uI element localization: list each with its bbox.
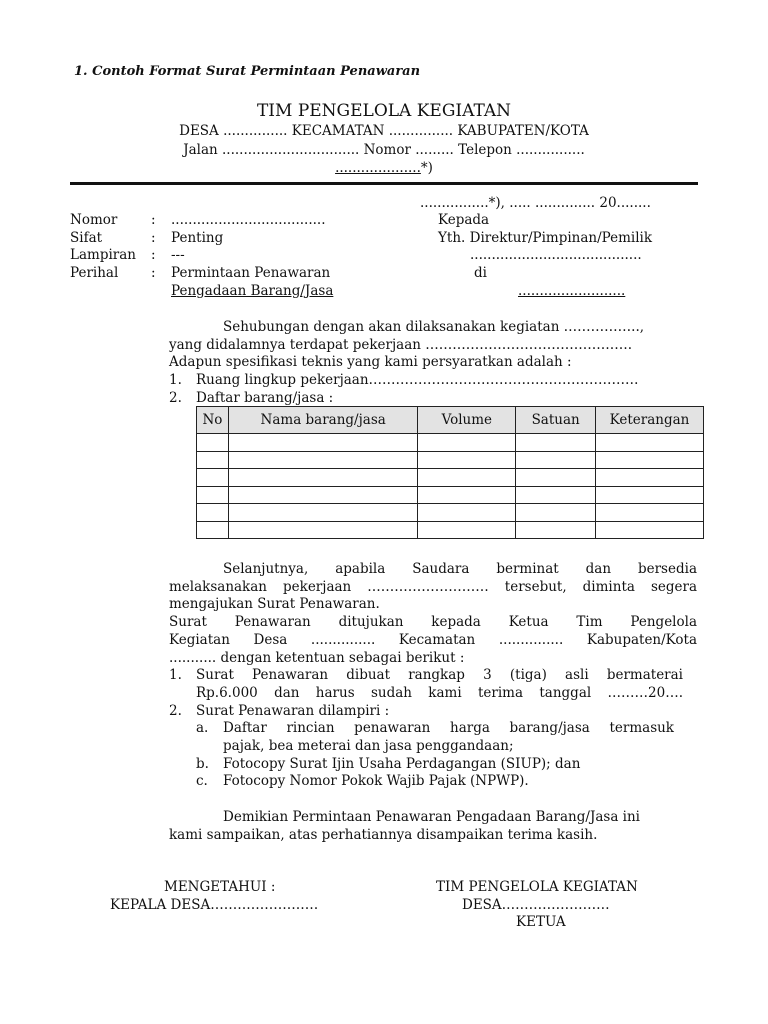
body-line-5: Kegiatan Desa ............... Kecamatan ............... Kabupaten/Kota xyxy=(169,632,697,648)
body-line-3: mengajukan Surat Penawaran. xyxy=(169,596,380,612)
attachment-b-letter: b. xyxy=(196,756,209,772)
nomor-colon: : xyxy=(151,212,156,228)
intro-line-2: yang didalamnya terdapat pekerjaan ………………………………………. xyxy=(169,337,633,353)
letterhead-address-line-3 xyxy=(0,160,768,176)
spec-item-2-number: 2. xyxy=(169,390,182,406)
signature-right-ketua: KETUA xyxy=(516,914,566,930)
sifat-value: Penting xyxy=(171,230,224,246)
body-line-4: Surat Penawaran ditujukan kepada Ketua Tim Pengelola xyxy=(169,614,697,630)
table-cell xyxy=(197,504,229,522)
recipient-yth: Yth. Direktur/Pimpinan/Pemilik xyxy=(438,230,653,246)
col-header-nama-barang: Nama barang/jasa xyxy=(228,407,418,434)
body-line-2: melaksanakan pekerjaan ……………………… tersebut, diminta segera xyxy=(169,579,697,595)
perihal-value-1: Permintaan Penawaran xyxy=(171,265,331,281)
table-cell xyxy=(516,486,596,504)
table-cell xyxy=(516,469,596,487)
recipient-blank: ........................................ xyxy=(470,247,642,263)
lampiran-label: Lampiran xyxy=(70,247,136,263)
table-cell xyxy=(418,486,516,504)
table-cell xyxy=(228,521,418,539)
attachment-b-line: Fotocopy Surat Ijin Usaha Perdagangan (SIUP); dan xyxy=(223,756,581,772)
sifat-label: Sifat xyxy=(70,230,103,246)
table-cell xyxy=(418,504,516,522)
letterhead-address-line-1: DESA ............... KECAMATAN ............... KABUPATEN/KOTA xyxy=(179,123,589,139)
table-cell xyxy=(596,469,704,487)
footnote-mark: *) xyxy=(420,160,433,176)
table-cell xyxy=(197,434,229,452)
table-cell xyxy=(197,469,229,487)
nomor-label: Nomor xyxy=(70,212,118,228)
recipient-place: ......................... xyxy=(518,283,626,299)
table-cell xyxy=(197,521,229,539)
condition-2-number: 2. xyxy=(169,703,182,719)
table-cell xyxy=(418,451,516,469)
col-header-keterangan: Keterangan xyxy=(596,407,704,434)
signature-left-heading: MENGETAHUI : xyxy=(164,879,276,895)
table-row xyxy=(197,469,704,487)
letterhead-rule xyxy=(70,182,698,185)
spec-item-1: Ruang lingkup pekerjaan…………………………………………………… xyxy=(196,372,639,388)
recipient-kepada: Kepada xyxy=(438,212,490,228)
table-cell xyxy=(197,486,229,504)
table-cell xyxy=(596,486,704,504)
table-cell xyxy=(228,486,418,504)
table-cell xyxy=(228,434,418,452)
table-cell xyxy=(418,469,516,487)
table-row xyxy=(197,486,704,504)
table-cell xyxy=(418,521,516,539)
table-row xyxy=(197,521,704,539)
attachment-a-line-2: pajak, bea meterai dan jasa penggandaan; xyxy=(223,738,514,754)
goods-table xyxy=(196,406,704,539)
col-header-no: No xyxy=(197,407,229,434)
lampiran-colon: : xyxy=(151,247,156,263)
table-cell xyxy=(228,469,418,487)
signature-left-title: KEPALA DESA…………………… xyxy=(110,897,319,913)
condition-1-line-2: Rp.6.000 dan harus sudah kami terima tanggal ………20…. xyxy=(196,685,683,701)
letterhead-blank: .................... xyxy=(335,160,421,176)
condition-2-line: Surat Penawaran dilampiri : xyxy=(196,703,390,719)
intro-line-1: Sehubungan dengan akan dilaksanakan kegiatan …………….., xyxy=(223,319,645,335)
table-row xyxy=(197,451,704,469)
table-header-row xyxy=(197,407,704,434)
col-header-volume: Volume xyxy=(418,407,516,434)
perihal-colon: : xyxy=(151,265,156,281)
table-cell xyxy=(228,504,418,522)
attachment-c-line: Fotocopy Nomor Pokok Wajib Pajak (NPWP). xyxy=(223,773,529,789)
perihal-value-2: Pengadaan Barang/Jasa xyxy=(171,283,334,299)
body-line-6: ........... dengan ketentuan sebagai berikut : xyxy=(169,650,465,666)
table-cell xyxy=(228,451,418,469)
table-cell xyxy=(418,434,516,452)
closing-line-1: Demikian Permintaan Penawaran Pengadaan Barang/Jasa ini xyxy=(223,809,640,825)
letterhead-address-line-2: Jalan ................................ Nomor ......... Telepon ................ xyxy=(183,142,585,158)
intro-line-3: Adapun spesifikasi teknis yang kami persyaratkan adalah : xyxy=(169,354,572,370)
table-cell xyxy=(596,451,704,469)
table-cell xyxy=(516,451,596,469)
table-cell xyxy=(516,521,596,539)
condition-1-line-1: Surat Penawaran dibuat rangkap 3 (tiga) asli bermaterai xyxy=(196,667,683,683)
spec-item-1-number: 1. xyxy=(169,372,182,388)
table-cell xyxy=(596,504,704,522)
table-cell xyxy=(197,451,229,469)
signature-right-heading: TIM PENGELOLA KEGIATAN xyxy=(436,879,638,895)
recipient-di: di xyxy=(474,265,487,281)
table-row xyxy=(197,504,704,522)
attachment-a-line-1: Daftar rincian penawaran harga barang/jasa termasuk xyxy=(223,720,674,736)
date-line: ................*), ..... .............. 20........ xyxy=(420,195,651,211)
closing-line-2: kami sampaikan, atas perhatiannya disampaikan terima kasih. xyxy=(169,827,598,843)
spec-item-2: Daftar barang/jasa : xyxy=(196,390,334,406)
table-cell xyxy=(516,434,596,452)
body-line-1: Selanjutnya, apabila Saudara berminat dan bersedia xyxy=(223,561,697,577)
perihal-label: Perihal xyxy=(70,265,119,281)
attachment-c-letter: c. xyxy=(196,773,208,789)
col-header-satuan: Satuan xyxy=(516,407,596,434)
sifat-colon: : xyxy=(151,230,156,246)
condition-1-number: 1. xyxy=(169,667,182,683)
table-cell xyxy=(516,504,596,522)
table-row xyxy=(197,434,704,452)
nomor-value: .................................... xyxy=(171,212,326,228)
signature-right-desa: DESA…………………… xyxy=(462,897,610,913)
letterhead-title: TIM PENGELOLA KEGIATAN xyxy=(256,101,512,121)
table-cell xyxy=(596,434,704,452)
table-cell xyxy=(596,521,704,539)
attachment-a-letter: a. xyxy=(196,720,209,736)
document-heading: 1. Contoh Format Surat Permintaan Penawaran xyxy=(74,64,421,79)
lampiran-value: --- xyxy=(171,247,185,263)
